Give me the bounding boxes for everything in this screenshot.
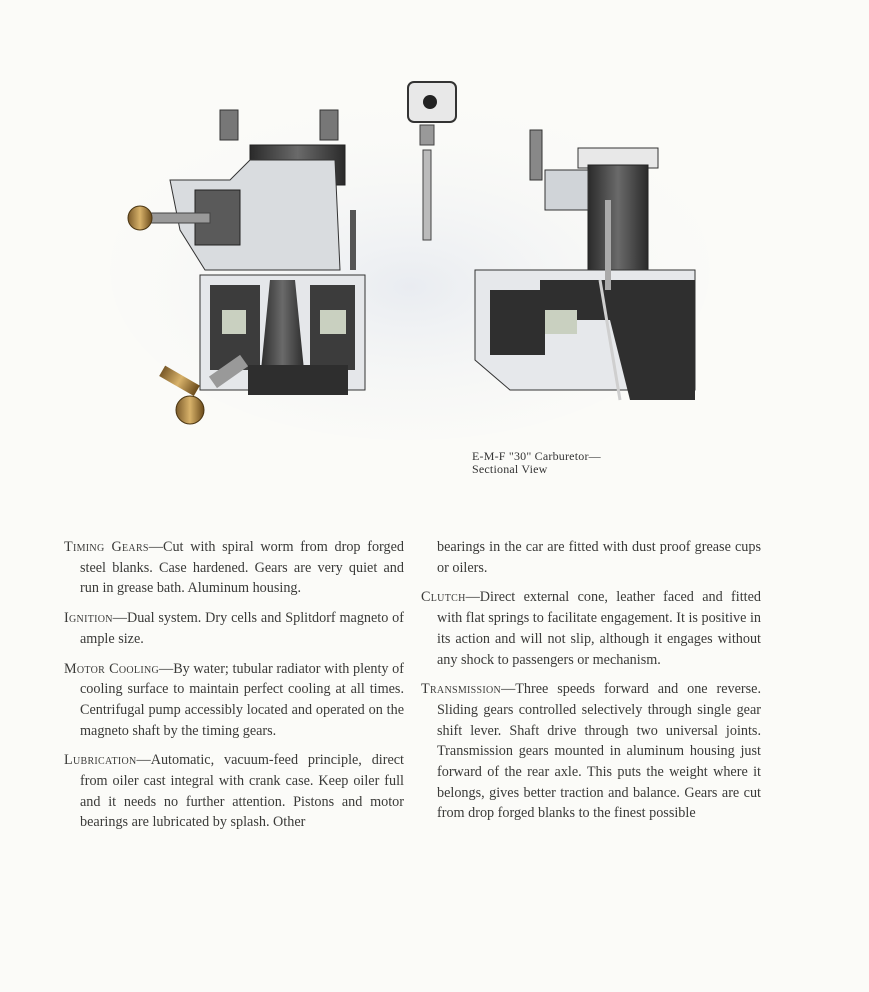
paragraph-motor-cooling bbox=[64, 659, 404, 742]
body-ignition: —Dual system. Dry cells and Splitdorf magneto of ample size. bbox=[80, 610, 404, 647]
paragraph-clutch bbox=[421, 587, 761, 670]
heading-ignition: Ignition bbox=[64, 610, 113, 627]
heading-transmission: Transmission bbox=[421, 681, 502, 698]
paragraph-lubrication bbox=[64, 750, 404, 833]
heading-timing-gears: Timing Gears bbox=[64, 539, 149, 555]
carburetor-sectional-illustration bbox=[100, 70, 720, 450]
caption-line-2: Sectional View bbox=[472, 462, 548, 476]
paragraph-timing-gears bbox=[64, 537, 404, 599]
paragraph-lubrication-continued: bearings in the car are fitted with dust proof grease cups or oilers. bbox=[437, 539, 761, 576]
paragraph-ignition bbox=[64, 608, 404, 649]
paragraph-transmission bbox=[421, 679, 761, 824]
body-clutch: —Direct external cone, leather faced and fitted with flat springs to facilitate engagement. It is positive in its action and will not slip, although it engages without any shock to passengers or mechanism. bbox=[437, 589, 761, 668]
body-lubrication: —Automatic, vacuum-feed principle, direct from oiler cast integral with crank case. Keep oiler full and it needs no further attention. Pistons and motor bearings are lubricated by splash. Other bbox=[80, 752, 404, 831]
body-transmission: —Three speeds forward and one reverse. Sliding gears controlled selectively through single gear shift lever. Shaft drive through two universal joints. Transmission gears mounted in aluminum housing just forward of the rear axle. This puts the weight where it belongs, gives better traction and balance. Gears are cut from drop forged blanks to the finest possible bbox=[437, 681, 761, 822]
body-timing-gears: —Cut with spiral worm from drop forged steel blanks. Case hardened. Gears are very quiet and run in grease bath. Aluminum housing. bbox=[80, 539, 404, 597]
right-text-column bbox=[421, 537, 761, 833]
caption-line-1: E-M-F "30" Carburetor— bbox=[472, 449, 601, 463]
figure-caption bbox=[472, 450, 601, 476]
left-text-column bbox=[64, 537, 404, 842]
heading-lubrication: Lubrication bbox=[64, 752, 137, 769]
heading-motor-cooling: Motor Cooling bbox=[64, 660, 160, 677]
heading-clutch: Clutch bbox=[421, 589, 466, 606]
body-motor-cooling: —By water; tubular radiator with plenty of cooling surface to maintain perfect cooling at all times. Centrifugal pump accessibly located and operated on the magneto shaft by the timing gears. bbox=[80, 660, 404, 739]
